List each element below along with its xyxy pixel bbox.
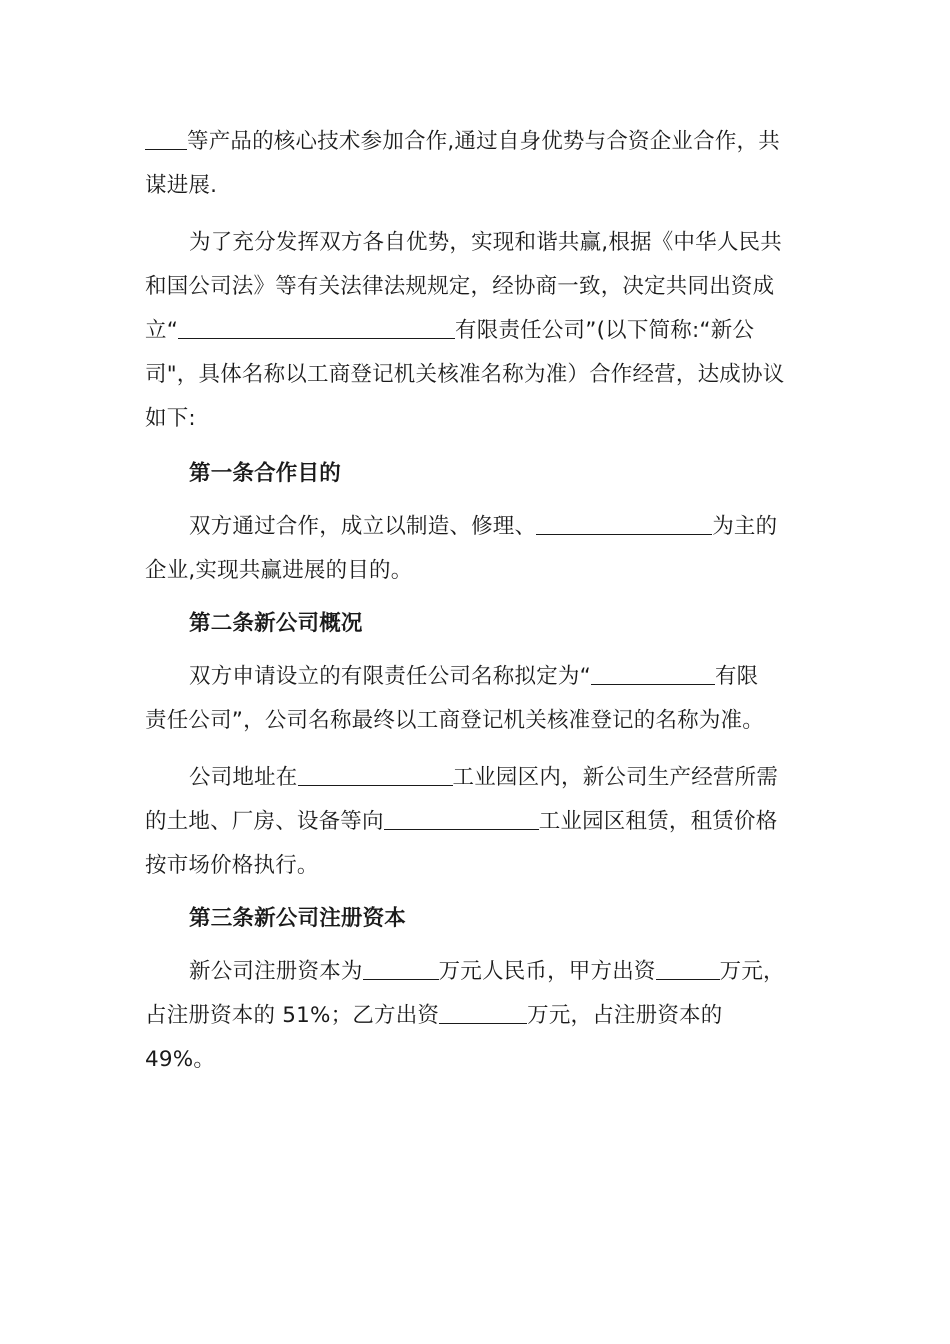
article2-line2: 责任公司”，公司名称最终以工商登记机关核准登记的名称为准。 [145, 708, 764, 733]
fill-blank [656, 957, 720, 980]
fill-blank [591, 662, 715, 685]
fill-blank [145, 127, 187, 150]
article2-line4: 的土地、厂房、设备等向 工业园区租赁，租赁价格 [145, 809, 778, 834]
article2-heading: 第二条新公司概况 [189, 611, 363, 636]
fill-blank [384, 807, 539, 830]
para2-line5: 如下: [145, 406, 196, 431]
article2-line5: 按市场价格执行。 [145, 853, 319, 878]
article1-heading: 第一条合作目的 [189, 461, 341, 486]
para1-line2: 谋进展. [145, 173, 218, 198]
article3-line2: 占注册资本的 51%；乙方出资 万元，占注册资本的 [145, 1003, 723, 1028]
fill-blank [298, 763, 453, 786]
article2-line3: 公司地址在 工业园区内，新公司生产经营所需 [189, 765, 779, 790]
article3-heading: 第三条新公司注册资本 [189, 906, 407, 931]
fill-blank [363, 957, 439, 980]
para1-line1: 等产品的核心技术参加合作,通过自身优势与合资企业合作，共 [145, 127, 780, 157]
para2-line2: 和国公司法》等有关法律法规规定，经协商一致，决定共同出资成 [145, 274, 775, 299]
article2-line1: 双方申请设立的有限责任公司名称拟定为“ 有限 [189, 664, 759, 689]
para2-line3: 立“ 有限责任公司”(以下简称:“新公 [145, 318, 755, 343]
fill-blank [178, 316, 455, 339]
fill-blank [439, 1001, 527, 1024]
para2-line1: 为了充分发挥双方各自优势，实现和谐共赢,根据《中华人民共 [189, 230, 782, 255]
fill-blank [536, 512, 712, 535]
article3-line3: 49%。 [145, 1047, 216, 1072]
article1-line2: 企业,实现共赢进展的目的。 [145, 558, 413, 583]
para2-line4: 司"，具体名称以工商登记机关核准名称为准）合作经营，达成协议 [145, 362, 785, 387]
article3-line1: 新公司注册资本为 万元人民币，甲方出资 万元， [189, 959, 785, 984]
article1-line1: 双方通过合作，成立以制造、修理、 为主的 [189, 514, 778, 539]
